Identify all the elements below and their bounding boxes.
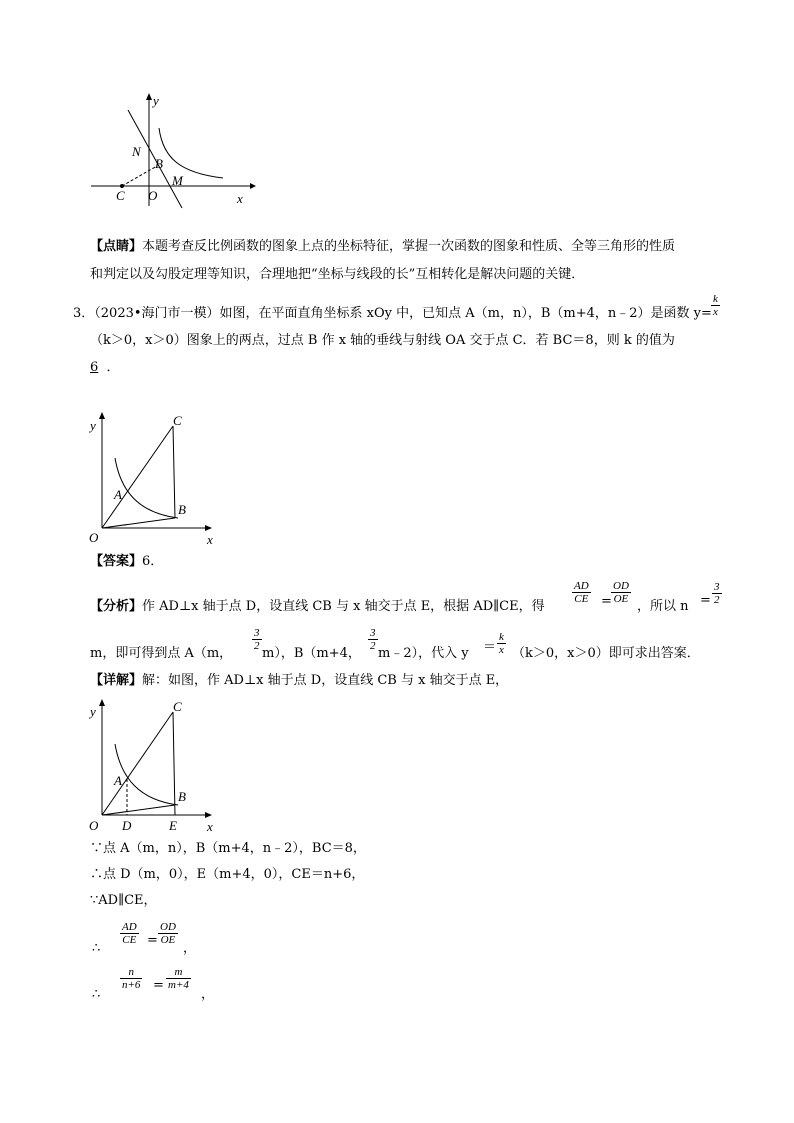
x-axis-arrow bbox=[205, 525, 212, 531]
analysis-f4-after: m﹣2），代入 y bbox=[378, 646, 469, 661]
label-o: O bbox=[148, 188, 158, 203]
line-oc bbox=[102, 712, 173, 815]
figure-1-line-hyperbola bbox=[85, 88, 260, 210]
analysis-line1: 【分析】作 AD⊥x 轴于点 D，设直线 CB 与 x 轴交于点 E，根据 AD∥CE，得 bbox=[90, 599, 545, 614]
line-ob bbox=[102, 518, 175, 528]
label-o: O bbox=[89, 530, 99, 545]
label-c: C bbox=[173, 413, 182, 428]
label-y: y bbox=[153, 93, 159, 108]
step-4-frac-ad-ce: $\frac{AD}{CE}$ bbox=[122, 921, 137, 946]
analysis-f5-pre: ＝ bbox=[483, 640, 497, 655]
dianjing-line1: 【点睛】本题考查反比例函数的图象上点的坐标特征，掌握一次函数的图象和性质、全等三角形的性质 bbox=[90, 239, 676, 254]
label-b: B bbox=[178, 502, 186, 517]
q3-answer-blank: 6 bbox=[90, 360, 99, 375]
analysis-frac-b: $\frac{3}{2}$ bbox=[370, 627, 376, 652]
line-cb bbox=[173, 426, 175, 518]
x-axis-arrow bbox=[205, 812, 212, 818]
analysis-eq1: = bbox=[601, 594, 612, 609]
y-axis-arrow bbox=[99, 699, 105, 706]
step-4-therefore: ∴ bbox=[92, 941, 101, 956]
step-1: ∵点 A（m，n），B（m+4，n﹣2），BC＝8， bbox=[90, 841, 366, 856]
y-axis-arrow bbox=[99, 412, 105, 419]
line-ce bbox=[173, 712, 175, 815]
q3-answer-line: 6 ． bbox=[90, 360, 120, 375]
label-c: C bbox=[173, 699, 182, 714]
analysis-line2-end: （k＞0，x＞0）即可求出答案． bbox=[512, 646, 700, 661]
q3-line2: （k＞0，x＞0）图象上的两点，过点 B 作 x 轴的垂线与射线 OA 交于点 C．若 BC＝8，则 k 的值为 bbox=[90, 333, 675, 348]
analysis-frac-ad-ce: $\frac{AD}{CE}$ bbox=[574, 580, 589, 605]
label-a: A bbox=[114, 773, 122, 788]
label-o: O bbox=[89, 818, 99, 833]
line-oc bbox=[102, 426, 173, 528]
hyperbola-curve bbox=[115, 744, 178, 805]
label-c: C bbox=[116, 188, 125, 203]
analysis-frac-a: $\frac{3}{2}$ bbox=[254, 627, 260, 652]
dianjing-line2: 和判定以及勾股定理等知识，合理地把“坐标与线段的长”互相转化是解决问题的关键． bbox=[90, 267, 585, 282]
figure-3-graph bbox=[85, 694, 220, 834]
y-axis-arrow bbox=[146, 93, 152, 100]
step-5-eq: = bbox=[153, 978, 164, 993]
label-a: A bbox=[114, 487, 122, 502]
label-y: y bbox=[90, 418, 96, 433]
analysis-eq-part: = bbox=[700, 593, 711, 608]
analysis-line2a: m，即可得到点 A（m， bbox=[90, 646, 233, 661]
step-4-end: ， bbox=[183, 941, 197, 956]
step-5-frac-m: $\frac{m}{m+4}$ bbox=[168, 966, 189, 991]
figure-2-graph bbox=[85, 408, 220, 548]
label-e: E bbox=[169, 818, 177, 833]
label-b: B bbox=[155, 156, 163, 171]
step-5-end: ， bbox=[201, 987, 215, 1002]
analysis-f3-after: m），B（m+4， bbox=[262, 646, 361, 661]
step-5-frac-n: $\frac{n}{n+6}$ bbox=[122, 966, 141, 991]
dianjing-tag: 【点睛】 bbox=[90, 239, 143, 254]
label-x: x bbox=[207, 819, 213, 834]
analysis-frac-k-x: $\frac{k}{x}$ bbox=[499, 631, 504, 656]
label-x: x bbox=[237, 191, 243, 206]
step-4-frac-od-oe: $\frac{OD}{OE}$ bbox=[160, 921, 176, 946]
dashed-cb bbox=[122, 166, 157, 186]
detail-line1: 【详解】解：如图，作 AD⊥x 轴于点 D，设直线 CB 与 x 轴交于点 E， bbox=[90, 673, 509, 688]
hyperbola-curve bbox=[115, 458, 178, 518]
q3-frac-k-over-x: $\frac{k}{x}$ bbox=[713, 293, 718, 318]
label-b: B bbox=[178, 789, 186, 804]
step-4-eq: = bbox=[147, 933, 158, 948]
analysis-frac-od-oe: $\frac{OD}{OE}$ bbox=[613, 580, 629, 605]
analysis-mid: ，所以 n bbox=[637, 599, 689, 614]
label-x: x bbox=[207, 532, 213, 547]
analysis-frac-3-2: $\frac{3}{2}$ bbox=[714, 581, 720, 606]
x-axis-arrow bbox=[250, 183, 256, 189]
q3-line1: 3．（2023•海门市一模）如图，在平面直角坐标系 xOy 中，已知点 A（m，n），B（m+4，n﹣2）是函数 y= bbox=[73, 306, 712, 321]
label-y: y bbox=[90, 704, 96, 719]
answer-line: 【答案】6． bbox=[90, 554, 164, 569]
hyperbola-curve bbox=[159, 128, 223, 178]
label-d: D bbox=[122, 818, 132, 833]
line-ob bbox=[102, 805, 175, 815]
step-5-therefore: ∴ bbox=[92, 987, 101, 1002]
label-m: M bbox=[172, 173, 183, 188]
label-n: N bbox=[132, 144, 141, 159]
step-2: ∴点 D（m，0），E（m+4，0），CE＝n+6， bbox=[90, 867, 365, 882]
step-3: ∵AD∥CE， bbox=[90, 893, 157, 908]
